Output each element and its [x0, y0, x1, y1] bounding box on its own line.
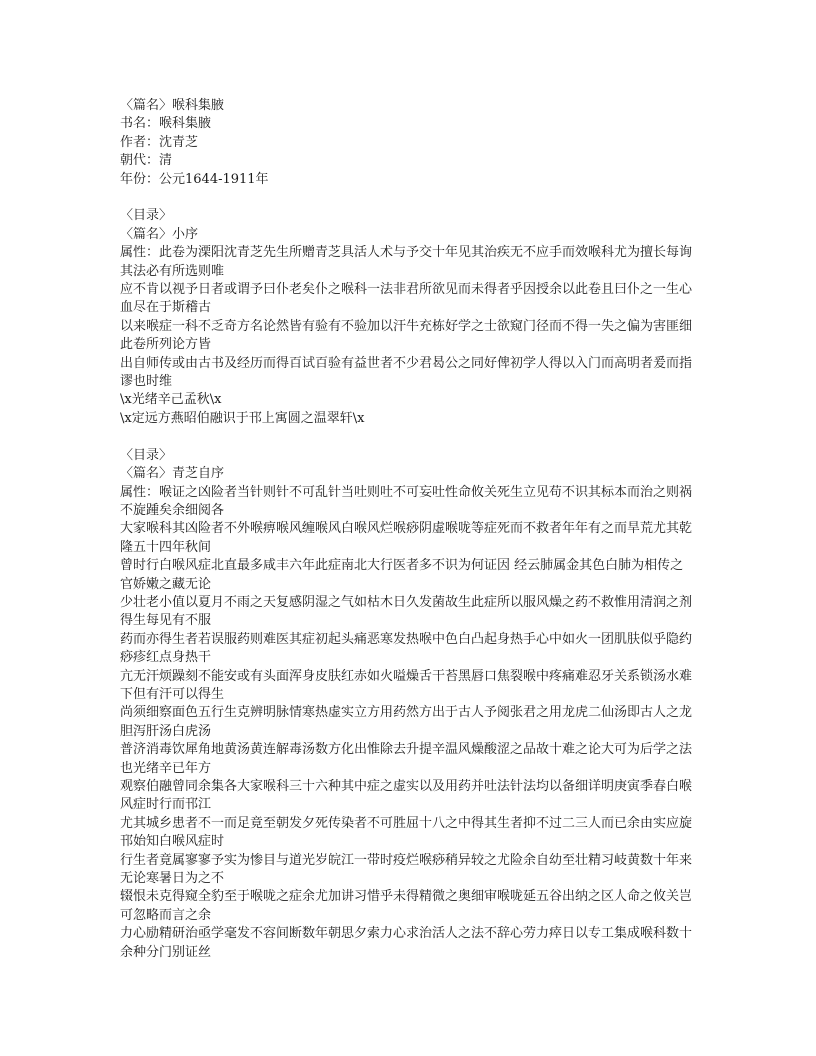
paragraph: 行生者竟属寥寥予实为惨目与道光岁皖江一带时疫烂喉痧稍异较之尤险余自幼至壮精习岐黄数十年来无论寒暑日为之不 [120, 852, 693, 887]
paragraph: 应不肯以视予日者或谓予曰仆老矣仆之喉科一法非君所欲见而未得者乎因授余以此卷且曰仆之一生心血尽在于斯稽古 [120, 282, 693, 316]
spacer [120, 428, 696, 446]
dynasty-line: 朝代：清 [120, 153, 173, 169]
paragraph: \x定远方燕昭伯融识于邗上寓圆之温翠轩\x [120, 410, 365, 426]
paragraph: 观察伯融曾同余集各大家喉科三十六种其中症之虚实以及用药并吐法针法均以备细详明庚寅季春白喉风症时行而邗江 [120, 779, 693, 813]
toc-marker: 〈目录〉 [120, 447, 173, 463]
spacer [120, 189, 696, 207]
paragraph: 大家喉科其凶险者不外喉痹喉风缠喉风白喉风烂喉痧阴虚喉咙等症死而不救者年年有之而旱荒尤其乾隆五十四年秋间 [120, 521, 693, 555]
paragraph: 力心励精研治亟学毫发不容间断数年朝思夕索力心求治活人之法不辞心劳力瘁日以专工集成喉科数十余种分门别证丝 [120, 926, 693, 960]
paragraph: \x光绪辛己孟秋\x [120, 392, 222, 408]
author-line: 作者：沈青芝 [120, 134, 199, 150]
paragraph: 普济消毒饮犀角地黄汤黄连解毒汤数方化出惟除去升提辛温风燥酸涩之品故十难之论大可为后学之法也光绪辛已年方 [120, 742, 693, 776]
section-title: 〈篇名〉小序 [120, 226, 199, 242]
paragraph: 尚须细察面色五行生克辨明脉情寒热虚实立方用药然方出于古人予阅张君之用龙虎二仙汤即古人之龙胆泻肝汤白虎汤 [120, 705, 693, 739]
toc-marker: 〈目录〉 [120, 208, 173, 224]
paragraph: 药而亦得生者若误服药则难医其症初起头痛恶寒发热喉中色白凸起身热手心中如火一团肌肤似乎隐约痧疹红点身热干 [120, 631, 693, 666]
section-title: 〈篇名〉青芝自序 [120, 466, 225, 482]
paragraph: 曾时行白喉风症北直最多咸丰六年此症南北大行医者多不识为何证因 经云肺属金其色白肺为相传之官娇嫩之藏无论 [120, 558, 684, 592]
paragraph: 出自师传或由古书及经历而得百试百验有益世者不少君曷公之同好俾初学人得以入门而高明者爰而指谬也时维 [120, 355, 693, 390]
header-title-line: 〈篇名〉喉科集腋 [120, 98, 225, 113]
book-name-line: 书名：喉科集腋 [120, 116, 212, 132]
paragraph: 尤其城乡患者不一而足竟至朝发夕死传染者不可胜屈十八之中得其生者抑不过二三人而已余由实应旋邗始知白喉风症时 [120, 815, 693, 850]
paragraph: 以来喉症一科不乏奇方名论然皆有验有不验加以汗牛充栋好学之士欲窥门径而不得一失之偏为害匪细此卷所列论方皆 [120, 318, 693, 353]
paragraph: 属性：喉证之凶险者当针则针不可乱针当吐则吐不可妄吐性命攸关死生立见苟不识其标本而治之则祸不旋踵矣余细阅各 [120, 484, 693, 518]
year-line: 年份：公元1644-1911年 [120, 171, 269, 187]
document-page [120, 97, 696, 962]
paragraph: 辍恨未克得窥全豹至于喉咙之症余尤加讲习惜乎未得精微之奥细审喉咙延五谷出纳之区人命之攸关岂可忽略而言之余 [120, 889, 693, 923]
paragraph: 少壮老小值以夏月不雨之天复感阴湿之气如枯木日久发菌故生此症所以服风燥之药不救惟用清润之剂得生每见有不服 [120, 594, 693, 629]
paragraph: 属性：此卷为溧阳沈青芝先生所赠青芝具活人术与予交十年见其治疾无不应手而效喉科尤为擅长每询其法必有所选则唯 [120, 245, 693, 279]
paragraph: 亢无汗烦躁刻不能安或有头面浑身皮肤红赤如火嗌燥舌干苔黑唇口焦裂喉中疼痛难忍牙关系锁汤水难下但有汗可以得生 [120, 668, 693, 702]
